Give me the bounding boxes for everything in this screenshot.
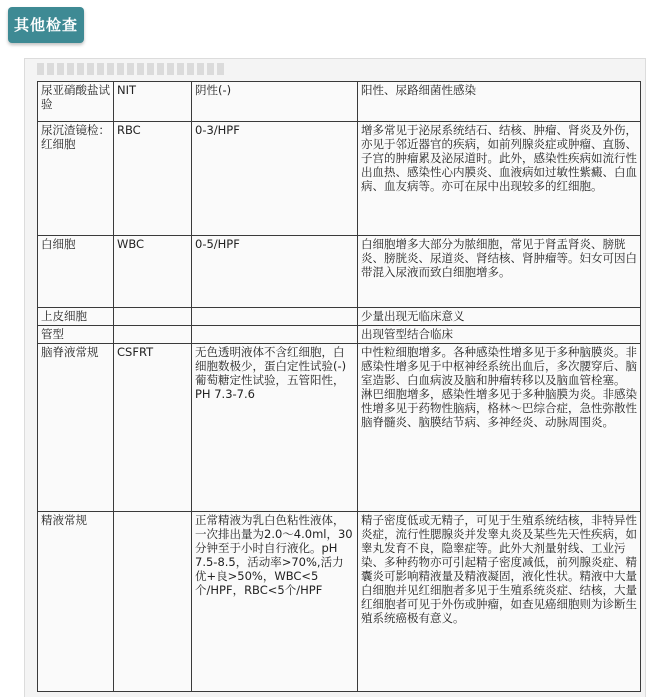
normal-value-cell: 0-5/HPF [192,236,358,308]
normal-value-cell: 0-3/HPF [192,122,358,236]
test-code-cell [114,512,192,692]
section-tag: 其他检查 [8,7,84,43]
normal-value-cell: 正常精液为乳白色粘性液体，一次排出量为2.0～4.0ml，30分钟至于小时自行液化。pH 7.5-8.5，活动率>70%,活力优+良>50%，WBC<5个/HPF，RBC<5个/HPF [192,512,358,692]
table-row [38,344,641,512]
table-row [38,512,641,692]
lab-test-table [37,81,641,692]
clinical-meaning-cell [358,344,641,512]
clinical-meaning-cell: 出现管型结合临床 [358,326,641,344]
scanned-table-image [24,58,646,697]
table-row [38,236,641,308]
meaning-paragraph: 中性粒细胞增多。各种感染性增多见于多种脑膜炎。非感染性增多见于中枢神经系统出血后，多次腰穿后、脑室造影、白血病波及脑和肿瘤转移以及脑血管栓塞。 [361,345,637,387]
test-name-cell: 尿沉渣镜检：红细胞 [38,122,114,236]
test-name-cell: 白细胞 [38,236,114,308]
clinical-meaning-cell: 增多常见于泌尿系统结石、结核、肿瘤、肾炎及外伤，亦见于邻近器官的疾病，如前列腺炎症或肿瘤、直肠、子宫的肿瘤累及泌尿道时。此外，感染性疾病如流行性出血热、感染性心内膜炎、血液病如过敏性紫癜、白血病、血友病等。亦可在尿中出现较多的红细胞。 [358,122,641,236]
clinical-meaning-cell: 白细胞增多大部分为脓细胞，常见于肾盂肾炎、膀胱炎、膀胱炎、尿道炎、肾结核、肾肿瘤等。妇女可因白带混入尿液而致白细胞增多。 [358,236,641,308]
test-name-cell: 脑脊液常规 [38,344,114,512]
meaning-paragraph: 淋巴细胞增多，感染性增多见于多种脑膜为炎。非感染性增多见于药物性脑病，格林～巴综合症，急性弥散性脑脊髓炎、脑膜结节病、多神经炎、动脉周围炎。 [361,387,637,429]
clinical-meaning-cell: 精子密度低或无精子，可见于生殖系统结核，非特异性炎症，流行性腮腺炎并发睾丸炎及某些先天性疾病，如睾丸发育不良，隐睾症等。此外大剂量射线、工业污染、多种药物亦可引起精子密度减低，前列腺炎症、精囊炎可影响精液量及精液凝固，液化性状。精液中大量白细胞并见红细胞者多见于生殖系统炎症、结核，大量红细胞者可见于外伤或肿瘤，如查见癌细胞则为诊断生殖系统癌极有意义。 [358,512,641,692]
table-row [38,326,641,344]
test-code-cell: RBC [114,122,192,236]
normal-value-cell [192,326,358,344]
test-name-cell: 精液常规 [38,512,114,692]
table-row [38,82,641,122]
clinical-meaning-cell: 阳性、尿路细菌性感染 [358,82,641,122]
faded-caption-line [37,63,227,75]
normal-value-cell: 无色透明液体不含红细胞，白细胞数极少，蛋白定性试验(-)葡萄糖定性试验，五管阳性，PH 7.3-7.6 [192,344,358,512]
table-row [38,122,641,236]
normal-value-cell [192,308,358,326]
table-row [38,308,641,326]
test-code-cell: WBC [114,236,192,308]
test-code-cell [114,308,192,326]
clinical-meaning-cell: 少量出现无临床意义 [358,308,641,326]
test-name-cell: 尿亚硝酸盐试验 [38,82,114,122]
test-code-cell: NIT [114,82,192,122]
test-code-cell: CSFRT [114,344,192,512]
test-name-cell: 上皮细胞 [38,308,114,326]
normal-value-cell: 阴性(-) [192,82,358,122]
test-code-cell [114,326,192,344]
test-name-cell: 管型 [38,326,114,344]
